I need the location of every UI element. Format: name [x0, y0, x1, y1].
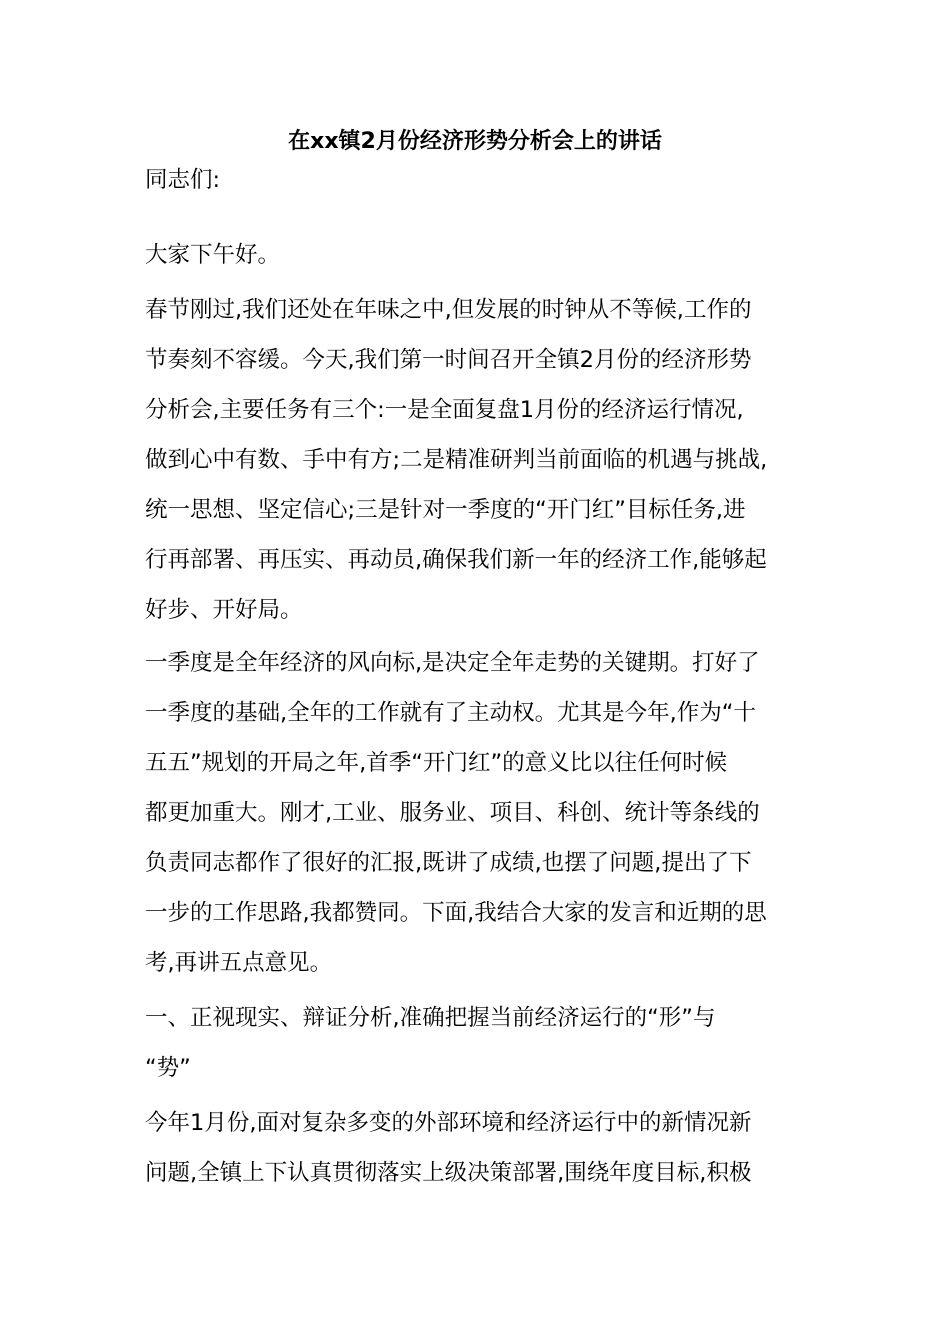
greeting-line: 大家下午好。 — [145, 242, 281, 268]
text-line: 五五”规划的开局之年,首季“开门红”的意义比以往任何时候 — [145, 750, 728, 776]
text-line: 一季度的基础,全年的工作就有了主动权。尤其是今年,作为“十 — [145, 700, 756, 726]
text-line: 问题,全镇上下认真贯彻落实上级决策部署,围绕年度目标,积极 — [145, 1160, 752, 1186]
heading-line: 一、正视现实、辩证分析,准确把握当前经济运行的“形”与 — [145, 1005, 716, 1031]
salutation — [145, 155, 815, 205]
text-line: 今年1月份,面对复杂多变的外部环境和经济运行中的新情况新 — [145, 1110, 752, 1136]
text-line: 分析会,主要任务有三个:一是全面复盘1月份的经济运行情况, — [145, 397, 744, 423]
paragraph-2 — [145, 638, 815, 988]
text-line: 统一思想、坚定信心;三是针对一季度的“开门红”目标任务,进 — [145, 497, 746, 523]
text-line: 一步的工作思路,我都赞同。下面,我结合大家的发言和近期的思 — [145, 900, 767, 926]
text-line: 考,再讲五点意见。 — [145, 950, 333, 976]
text-line: 做到心中有数、手中有方;二是精准研判当前面临的机遇与挑战, — [145, 447, 768, 473]
heading-line: “势” — [145, 1055, 191, 1081]
paragraph-1 — [145, 285, 815, 635]
text-line: 好步、开好局。 — [145, 597, 303, 623]
salutation-line: 同志们: — [145, 167, 221, 193]
text-line: 一季度是全年经济的风向标,是决定全年走势的关键期。打好了 — [145, 650, 760, 676]
section-1-heading — [145, 993, 815, 1093]
text-line: 负责同志都作了很好的汇报,既讲了成绩,也摆了问题,提出了下 — [145, 850, 752, 876]
document-title: 在xx镇2月份经济形势分析会上的讲话 — [288, 129, 662, 154]
paragraph-3 — [145, 1098, 815, 1198]
text-line: 春节刚过,我们还处在年味之中,但发展的时钟从不等候,工作的 — [145, 297, 752, 323]
greeting — [145, 230, 815, 280]
text-line: 都更加重大。刚才,工业、服务业、项目、科创、统计等条线的 — [145, 800, 760, 826]
text-line: 节奏刻不容缓。今天,我们第一时间召开全镇2月份的经济形势 — [145, 347, 752, 373]
text-line: 行再部署、再压实、再动员,确保我们新一年的经济工作,能够起 — [145, 547, 767, 573]
